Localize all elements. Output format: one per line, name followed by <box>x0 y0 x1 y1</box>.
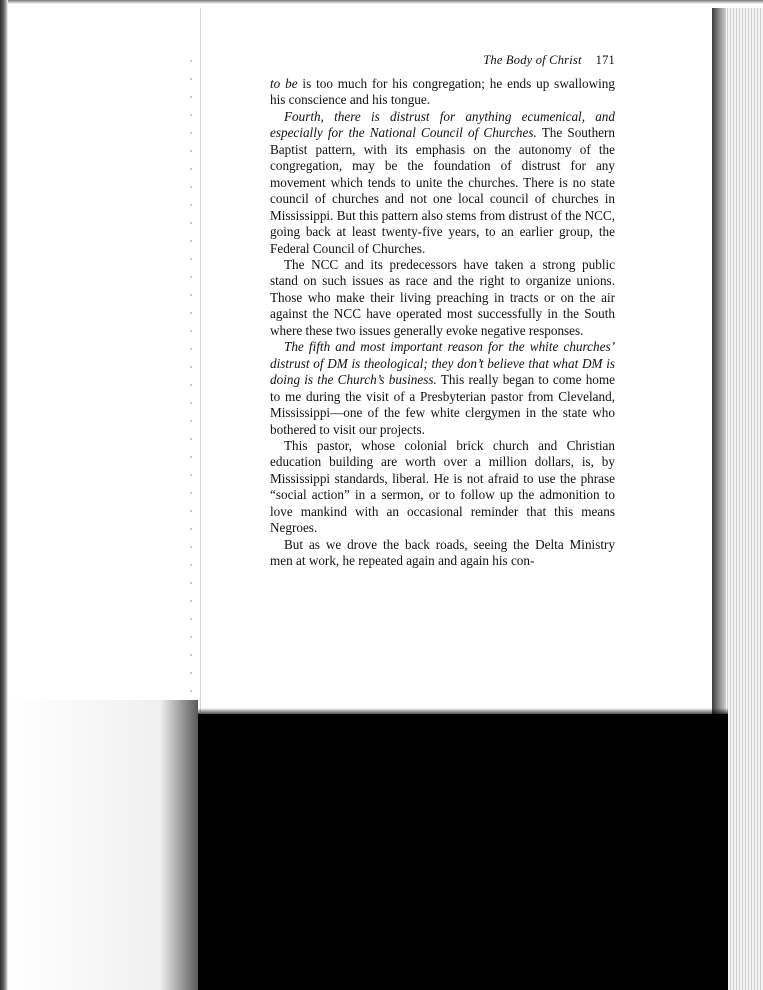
scan-top-edge <box>0 0 763 4</box>
paragraph <box>270 109 615 257</box>
italic-lead: Fourth, there is distrust for anything ecumenical, and especially for the National Council of Churches. <box>270 108 615 141</box>
page-number: 171 <box>595 53 615 67</box>
paragraph-text: The Southern Baptist pattern, with its emphasis on the autonomy of the congregation, may be the foundation of distrust for any movement which tends to unite the churches. There is no state council of churches and not one local council of churches in Mississippi. But this pattern also stems from distrust of the NCC, going back at least twenty-five years, to an earlier group, the Federal Council of Churches. <box>270 125 615 256</box>
running-head <box>270 53 615 73</box>
paragraph-text: But as we drove the back roads, seeing the Delta Ministry men at work, he repeated again and again his con- <box>270 536 615 569</box>
paragraph <box>270 339 615 438</box>
running-head-title: The Body of Christ <box>483 53 582 67</box>
italic-lead: to be <box>270 76 298 91</box>
paragraph <box>270 438 615 537</box>
paragraph-text: The NCC and its predecessors have taken a strong public stand on such issues as race and the right to organize unions. Those who make their living preaching in tracts or on the air against the NCC have operated most successfully in the South where these two issues generally evoke negative responses. <box>270 256 615 338</box>
paragraph-text: is too much for his congregation; he ends up swallowing his conscience and his tongue. <box>270 76 615 108</box>
scan-bottom-black-area <box>198 714 728 990</box>
body-text <box>270 76 615 570</box>
paragraph <box>270 76 615 109</box>
italic-lead: The fifth and most important reason for the white churches’ distrust of DM is theological; they don’t believe that what DM is doing is the Church’s business. <box>270 339 615 388</box>
scan-bottom-left-area <box>8 700 198 990</box>
paragraph-text: This pastor, whose colonial brick church and Christian education building are worth over a million dollars, is, by Mississippi standards, liberal. He is not afraid to use the phrase “social action” in a sermon, or to follow up the admonition to love mankind with an occasional reminder that this means Negroes. <box>270 437 615 536</box>
scan-left-edge <box>0 0 8 990</box>
paragraph <box>270 257 615 339</box>
paragraph <box>270 537 615 570</box>
binding-shadow <box>190 60 192 700</box>
paragraph-text: This really began to come home to me during the visit of a Presbyterian pastor from Cleveland, Mississippi—one of the few white clergymen in the state who bothered to visit our projects. <box>270 372 615 437</box>
